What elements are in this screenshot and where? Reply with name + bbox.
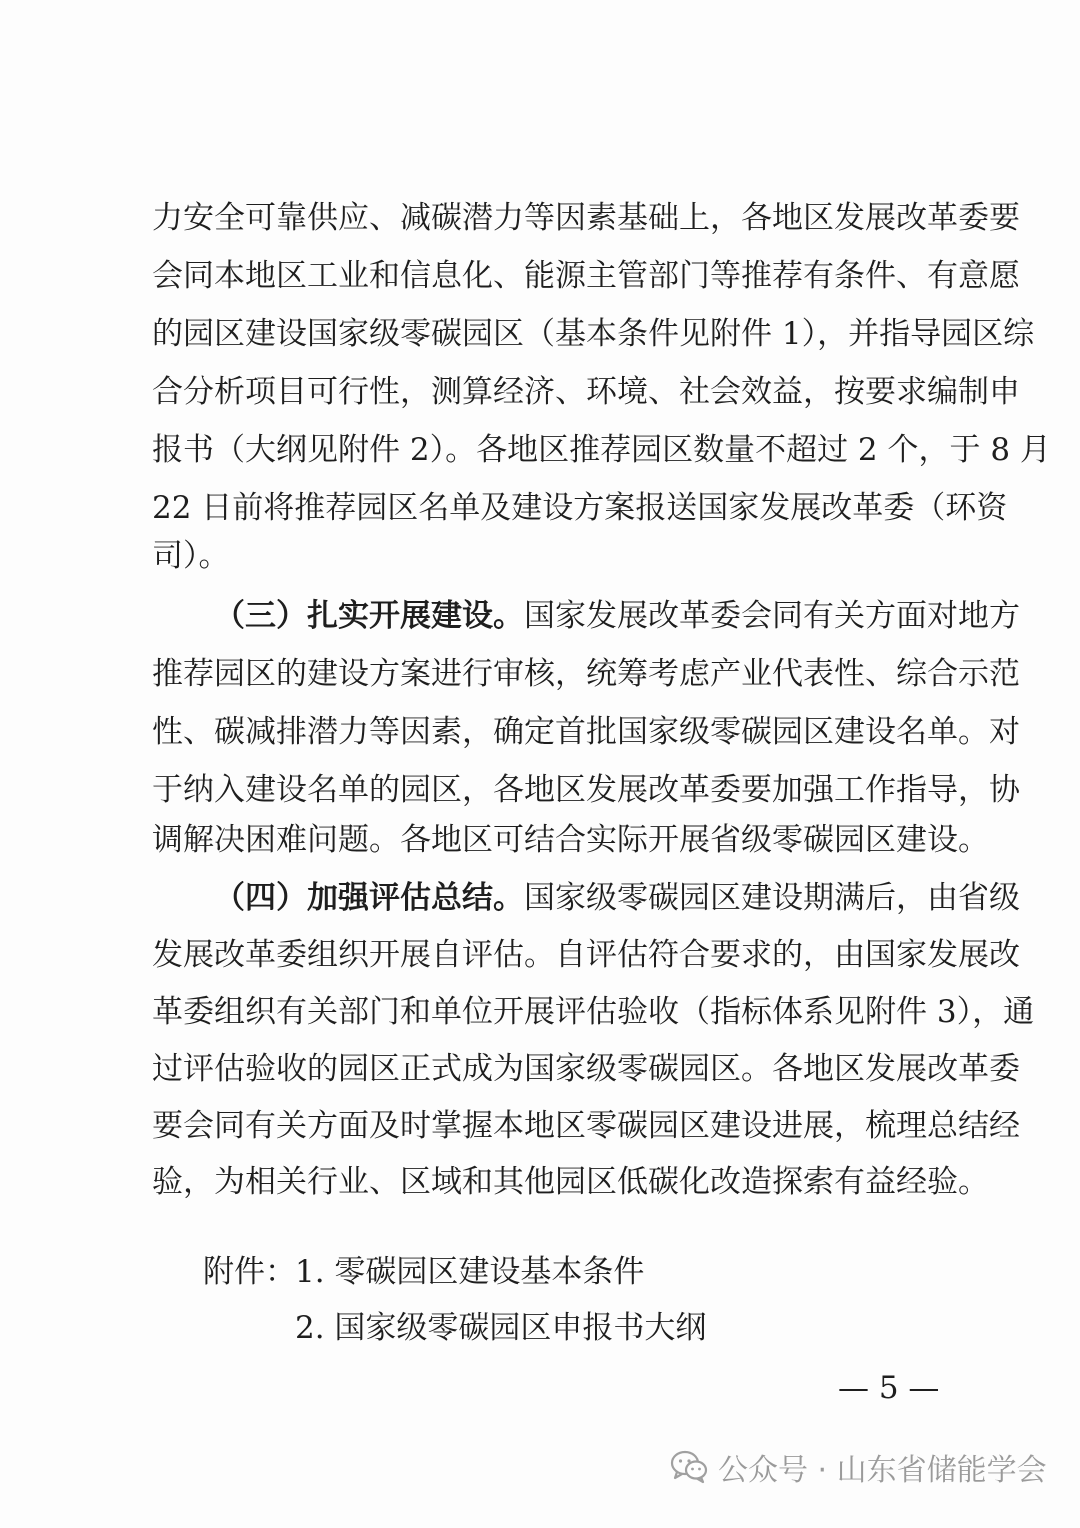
paragraph-line: 于纳入建设名单的园区，各地区发展改革委要加强工作指导，协: [152, 772, 1020, 808]
paragraph-line: 过评估验收的园区正式成为国家级零碳园区。各地区发展改革委: [152, 1051, 1020, 1087]
paragraph-line: 力安全可靠供应、减碳潜力等因素基础上，各地区发展改革委要: [152, 200, 1020, 236]
attachment-item-1: 1. 零碳园区建设基本条件: [295, 1254, 645, 1290]
paragraph-line: 推荐园区的建设方案进行审核，统筹考虑产业代表性、综合示范: [152, 656, 1020, 692]
section-3-first-line-text: 国家发展改革委会同有关方面对地方: [524, 598, 1020, 634]
page-number: — 5 —: [838, 1370, 940, 1406]
paragraph-line: 性、碳减排潜力等因素，确定首批国家级零碳园区建设名单。对: [152, 714, 1020, 750]
paragraph-line: 合分析项目可行性，测算经济、环境、社会效益，按要求编制申: [152, 374, 1020, 410]
paragraph-line: 22 日前将推荐园区名单及建设方案报送国家发展改革委（环资: [152, 490, 1008, 526]
paragraph-line: 革委组织有关部门和单位开展评估验收（指标体系见附件 3），通: [152, 994, 1035, 1030]
attachments-label: 附件：: [203, 1254, 296, 1290]
section-3-heading: （三）扎实开展建设。: [214, 598, 524, 634]
section-4-first-line-text: 国家级零碳园区建设期满后，由省级: [524, 880, 1020, 916]
paragraph-line: 报书（大纲见附件 2）。各地区推荐园区数量不超过 2 个，于 8 月: [152, 432, 1051, 468]
wechat-icon: [670, 1450, 708, 1484]
paragraph-line: 的园区建设国家级零碳园区（基本条件见附件 1），并指导园区综: [152, 316, 1035, 352]
paragraph-line: 发展改革委组织开展自评估。自评估符合要求的，由国家发展改: [152, 937, 1020, 973]
section-4-heading: （四）加强评估总结。: [214, 880, 524, 916]
paragraph-line: 要会同有关方面及时掌握本地区零碳园区建设进展，梳理总结经: [152, 1108, 1020, 1144]
section-3-first-line: [214, 596, 1020, 636]
watermark-text: 公众号 · 山东省储能学会: [718, 1453, 1047, 1488]
attachment-item-2: 2. 国家级零碳园区申报书大纲: [295, 1310, 707, 1346]
watermark: [670, 1447, 1047, 1487]
paragraph-line: 会同本地区工业和信息化、能源主管部门等推荐有条件、有意愿: [152, 258, 1020, 294]
paragraph-line: 司）。: [152, 538, 230, 574]
section-4-first-line: [214, 878, 1020, 918]
paragraph-line: 调解决困难问题。各地区可结合实际开展省级零碳园区建设。: [152, 822, 989, 858]
paragraph-line: 验，为相关行业、区域和其他园区低碳化改造探索有益经验。: [152, 1164, 989, 1200]
